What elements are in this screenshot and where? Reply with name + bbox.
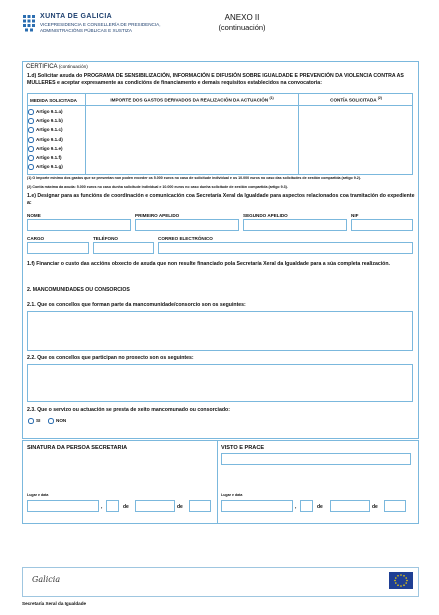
- concellos-proxecto-textarea[interactable]: [27, 364, 413, 402]
- lugar-right-field[interactable]: [221, 500, 293, 512]
- eu-stars-icon: [389, 572, 413, 589]
- option-label-g: Artigo 9.1.g): [36, 164, 63, 169]
- item-1d-text: 1.d) Solicitar axuda do PROGRAMA DE SENSIBILIZACIÓN, INFORMACIÓN E DIFUSIÓN SOBRE IGUALDADE E PREVENCIÓN DA VIOLENCIA CONTRA AS MULLERES e aceptar expresamente as condicións de financiamento e demais requisitos establecidos na convocatoria:: [27, 73, 404, 86]
- section-2-title: 2. MANCOMUNIDADES OU CONSORCIOS: [27, 287, 130, 293]
- label-primeiro-apelido: PRIMEIRO APELIDO: [135, 213, 180, 218]
- footer-logos-box: [22, 567, 419, 597]
- item-21-text: 2.1. Que os concellos que forman parte da mancomunidade/consorcio son os seguintes:: [27, 302, 246, 308]
- col-header-importe-sup: (1): [269, 96, 274, 100]
- option-label-f: Artigo 9.1.f): [36, 155, 62, 160]
- certifica-title: [26, 64, 88, 70]
- xunta-logo: [22, 14, 36, 33]
- de-left-1: de: [123, 504, 129, 510]
- col-header-contia-sup: (2): [377, 96, 382, 100]
- radio-artigo-c[interactable]: [28, 127, 34, 133]
- importe-input-area[interactable]: [86, 106, 298, 175]
- nome-field[interactable]: [27, 219, 131, 231]
- col-header-importe: [88, 96, 296, 103]
- sinatura-title: SINATURA DA PERSOA SECRETARIA: [27, 445, 128, 451]
- segundo-apelido-field[interactable]: [243, 219, 347, 231]
- item-1f-text: 1.f) Financiar o custo das accións obxecto de axuda que non resulte financiado pola Secretaría Xeral da Igualdade para a súa completa realización.: [27, 261, 390, 267]
- lugar-data-left-label: Lugar e data: [27, 493, 49, 497]
- comma-left: ,: [101, 504, 103, 510]
- telefono-field[interactable]: [93, 242, 154, 254]
- nif-field[interactable]: [351, 219, 413, 231]
- item-23-text: 2.3. Que o servizo ou actuación se presta de xeito mancomunado ou consorciado:: [27, 407, 230, 413]
- certifica-title-suffix: (continuación): [58, 64, 88, 69]
- year-left-field[interactable]: [189, 500, 211, 512]
- month-right-field[interactable]: [330, 500, 370, 512]
- label-correo: CORREO ELECTRÓNICO: [158, 236, 213, 241]
- signature-divider: [217, 440, 218, 524]
- lugar-data-right-label: Lugar e data: [221, 493, 243, 497]
- radio-non[interactable]: [48, 418, 54, 424]
- option-label-c: Artigo 9.1.c): [36, 127, 63, 132]
- option-label-a: Artigo 9.1.a): [36, 109, 63, 114]
- option-label-b: Artigo 9.1.b): [36, 118, 63, 123]
- label-nif: NIF: [351, 213, 359, 218]
- concellos-mancomunidade-textarea[interactable]: [27, 311, 413, 351]
- comma-right: ,: [295, 504, 297, 510]
- lugar-left-field[interactable]: [27, 500, 99, 512]
- xunta-emblem-icon: [22, 14, 36, 33]
- month-left-field[interactable]: [135, 500, 175, 512]
- cargo-field[interactable]: [27, 242, 89, 254]
- label-telefono: TELÉFONO: [93, 236, 119, 241]
- radio-artigo-d[interactable]: [28, 137, 34, 143]
- label-non: NON: [56, 418, 67, 423]
- item-1e-text: 1.e) Designar para as funcións de coordinación e comunicación coa Secretaría Xeral da Igualdade para aspectos relacionados coa tramitación do expediente a:: [27, 193, 415, 206]
- label-cargo: CARGO: [27, 236, 45, 241]
- de-left-2: de: [177, 504, 183, 510]
- de-right-2: de: [372, 504, 378, 510]
- primeiro-apelido-field[interactable]: [135, 219, 239, 231]
- eu-flag-icon: [389, 572, 413, 589]
- radio-artigo-e[interactable]: [28, 146, 34, 152]
- footnote-1: (1) O importe mínimo dos gastos que se presentan non poden exceder os 5.000 euros no caso de solicitude individual e os 10.000 euros no caso das solicitudes de xestión compartida (artigo 9.2).: [27, 176, 361, 180]
- galicia-logo: [32, 575, 60, 584]
- radio-artigo-a[interactable]: [28, 109, 34, 115]
- galicia-logo-text: Galicia: [32, 575, 61, 584]
- visto-prace-title: VISTO E PRACE: [221, 445, 265, 451]
- org-name: XUNTA DE GALICIA: [40, 13, 113, 20]
- day-right-field[interactable]: [300, 500, 313, 512]
- annex-title: ANEXO II: [224, 13, 260, 22]
- label-nome: NOME: [27, 213, 41, 218]
- item-22-text: 2.2. Que os concellos que participan no proxecto son os seguintes:: [27, 355, 194, 361]
- correo-field[interactable]: [158, 242, 413, 254]
- annex-subtitle: (continuación): [218, 23, 266, 32]
- footnote-2: (2) Contía máxima da axuda: 5.000 euros no caso dunha solicitude individual e 10.000 euros no caso dunha solicitude de xestión compartida (artigo 9.3).: [27, 185, 288, 189]
- visto-prace-field[interactable]: [221, 453, 411, 465]
- option-label-e: Artigo 9.1.e): [36, 146, 63, 151]
- dept-line-2: ADMINISTRACIÓNS PÚBLICAS E XUSTIZA: [40, 28, 132, 33]
- de-right-1: de: [317, 504, 323, 510]
- label-si: SI: [36, 418, 41, 423]
- radio-artigo-f[interactable]: [28, 155, 34, 161]
- col-header-importe-text: IMPORTE DOS GASTOS DERIVADOS DA REALIZACIÓN DA ACTUACIÓN: [110, 97, 269, 103]
- col-header-contia-text: CONTÍA SOLICITADA: [330, 97, 377, 103]
- year-right-field[interactable]: [384, 500, 406, 512]
- radio-artigo-g[interactable]: [28, 164, 34, 170]
- secretaria-label: Secretaría Xeral da Igualdade: [22, 601, 87, 606]
- day-left-field[interactable]: [106, 500, 119, 512]
- radio-si[interactable]: [28, 418, 34, 424]
- label-segundo-apelido: SEGUNDO APELIDO: [243, 213, 288, 218]
- option-label-d: Artigo 9.1.d): [36, 137, 63, 142]
- contia-input-area[interactable]: [299, 106, 413, 175]
- dept-line-1: VICEPRESIDENCIA E CONSELLERÍA DE PRESIDENCIA,: [40, 22, 161, 27]
- radio-artigo-b[interactable]: [28, 118, 34, 124]
- col-header-medida: MEDIDA SOLICITADA: [30, 98, 77, 103]
- certifica-title-text: CERTIFICA: [26, 64, 58, 70]
- col-header-contia: [300, 96, 412, 103]
